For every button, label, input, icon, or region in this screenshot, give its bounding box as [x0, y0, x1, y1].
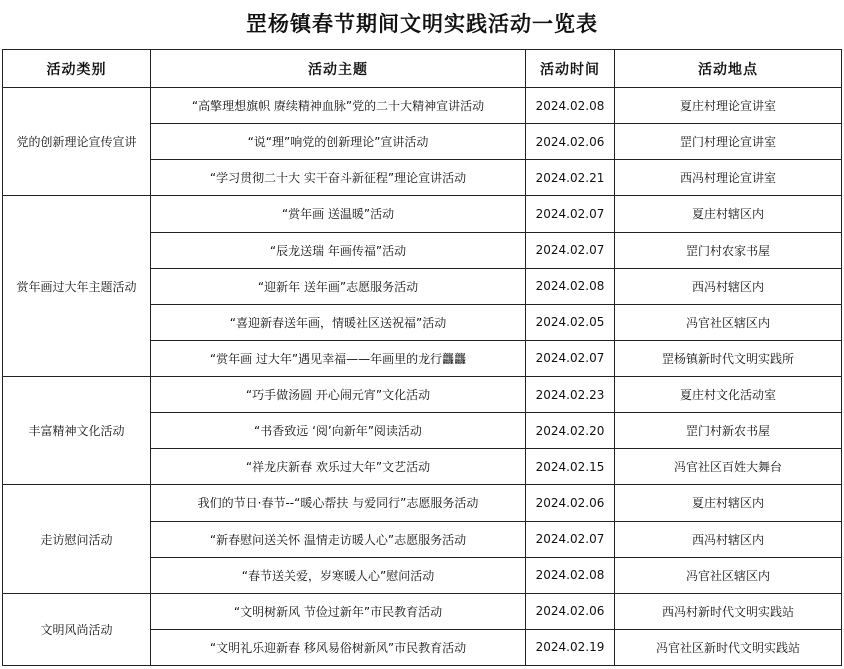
- table-row: [3, 88, 842, 124]
- date-cell: 2024.02.07: [526, 232, 615, 268]
- location-cell: 冯官社区新时代文明实践站: [615, 629, 842, 665]
- category-cell: 丰富精神文化活动: [3, 377, 151, 485]
- topic-cell: “学习贯彻二十大 实干奋斗新征程”理论宣讲活动: [151, 160, 526, 196]
- topic-cell: “书香致远 ‘阅’向新年”阅读活动: [151, 413, 526, 449]
- location-cell: 冯官社区辖区内: [615, 557, 842, 593]
- location-cell: 罡杨镇新时代文明实践所: [615, 340, 842, 376]
- location-cell: 西冯村辖区内: [615, 521, 842, 557]
- location-cell: 西冯村新时代文明实践站: [615, 593, 842, 629]
- category-cell: 赏年画过大年主题活动: [3, 196, 151, 377]
- location-cell: 罡门村新农书屋: [615, 413, 842, 449]
- document-title: 罡杨镇春节期间文明实践活动一览表: [246, 11, 598, 36]
- topic-cell: “文明树新风 节俭过新年”市民教育活动: [151, 593, 526, 629]
- topic-cell: 我们的节日·春节--“暖心帮扶 与爱同行”志愿服务活动: [151, 485, 526, 521]
- table-row: [3, 485, 842, 521]
- location-cell: 夏庄村文化活动室: [615, 377, 842, 413]
- header-date: 活动时间: [526, 50, 615, 88]
- date-cell: 2024.02.07: [526, 340, 615, 376]
- date-cell: 2024.02.21: [526, 160, 615, 196]
- date-cell: 2024.02.06: [526, 124, 615, 160]
- topic-cell: “赏年画 过大年”遇见幸福——年画里的龙行龘龘: [151, 340, 526, 376]
- topic-cell: “新春慰问送关怀 温情走访暖人心”志愿服务活动: [151, 521, 526, 557]
- date-cell: 2024.02.08: [526, 557, 615, 593]
- table-row: [3, 196, 842, 232]
- header-location: 活动地点: [615, 50, 842, 88]
- table-header-row: [3, 50, 842, 88]
- location-cell: 夏庄村理论宣讲室: [615, 88, 842, 124]
- date-cell: 2024.02.06: [526, 593, 615, 629]
- date-cell: 2024.02.08: [526, 268, 615, 304]
- category-cell: 文明风尚活动: [3, 593, 151, 665]
- topic-cell: “说“理”响党的创新理论”宣讲活动: [151, 124, 526, 160]
- location-cell: 冯官社区百姓大舞台: [615, 449, 842, 485]
- location-cell: 冯官社区辖区内: [615, 304, 842, 340]
- date-cell: 2024.02.06: [526, 485, 615, 521]
- topic-cell: “春节送关爱，岁寒暖人心”慰问活动: [151, 557, 526, 593]
- location-cell: 西冯村理论宣讲室: [615, 160, 842, 196]
- table-row: [3, 377, 842, 413]
- topic-cell: “喜迎新春送年画，情暖社区送祝福”活动: [151, 304, 526, 340]
- topic-cell: “辰龙送瑞 年画传福”活动: [151, 232, 526, 268]
- table-row: [3, 593, 842, 629]
- category-cell: 走访慰问活动: [3, 485, 151, 593]
- header-category: 活动类别: [3, 50, 151, 88]
- topic-cell: “赏年画 送温暖”活动: [151, 196, 526, 232]
- category-cell: 党的创新理论宣传宣讲: [3, 88, 151, 196]
- location-cell: 罡门村理论宣讲室: [615, 124, 842, 160]
- date-cell: 2024.02.19: [526, 629, 615, 665]
- table-body: [3, 88, 842, 666]
- topic-cell: “迎新年 送年画”志愿服务活动: [151, 268, 526, 304]
- topic-cell: “文明礼乐迎新春 移风易俗树新风”市民教育活动: [151, 629, 526, 665]
- date-cell: 2024.02.07: [526, 196, 615, 232]
- location-cell: 夏庄村辖区内: [615, 196, 842, 232]
- location-cell: 夏庄村辖区内: [615, 485, 842, 521]
- location-cell: 西冯村辖区内: [615, 268, 842, 304]
- topic-cell: “巧手做汤圆 开心闹元宵”文化活动: [151, 377, 526, 413]
- topic-cell: “高擎理想旗帜 赓续精神血脉”党的二十大精神宣讲活动: [151, 88, 526, 124]
- date-cell: 2024.02.05: [526, 304, 615, 340]
- topic-cell: “祥龙庆新春 欢乐过大年”文艺活动: [151, 449, 526, 485]
- location-cell: 罡门村农家书屋: [615, 232, 842, 268]
- date-cell: 2024.02.07: [526, 521, 615, 557]
- date-cell: 2024.02.15: [526, 449, 615, 485]
- date-cell: 2024.02.23: [526, 377, 615, 413]
- date-cell: 2024.02.20: [526, 413, 615, 449]
- header-topic: 活动主题: [151, 50, 526, 88]
- activity-table: [2, 49, 842, 666]
- date-cell: 2024.02.08: [526, 88, 615, 124]
